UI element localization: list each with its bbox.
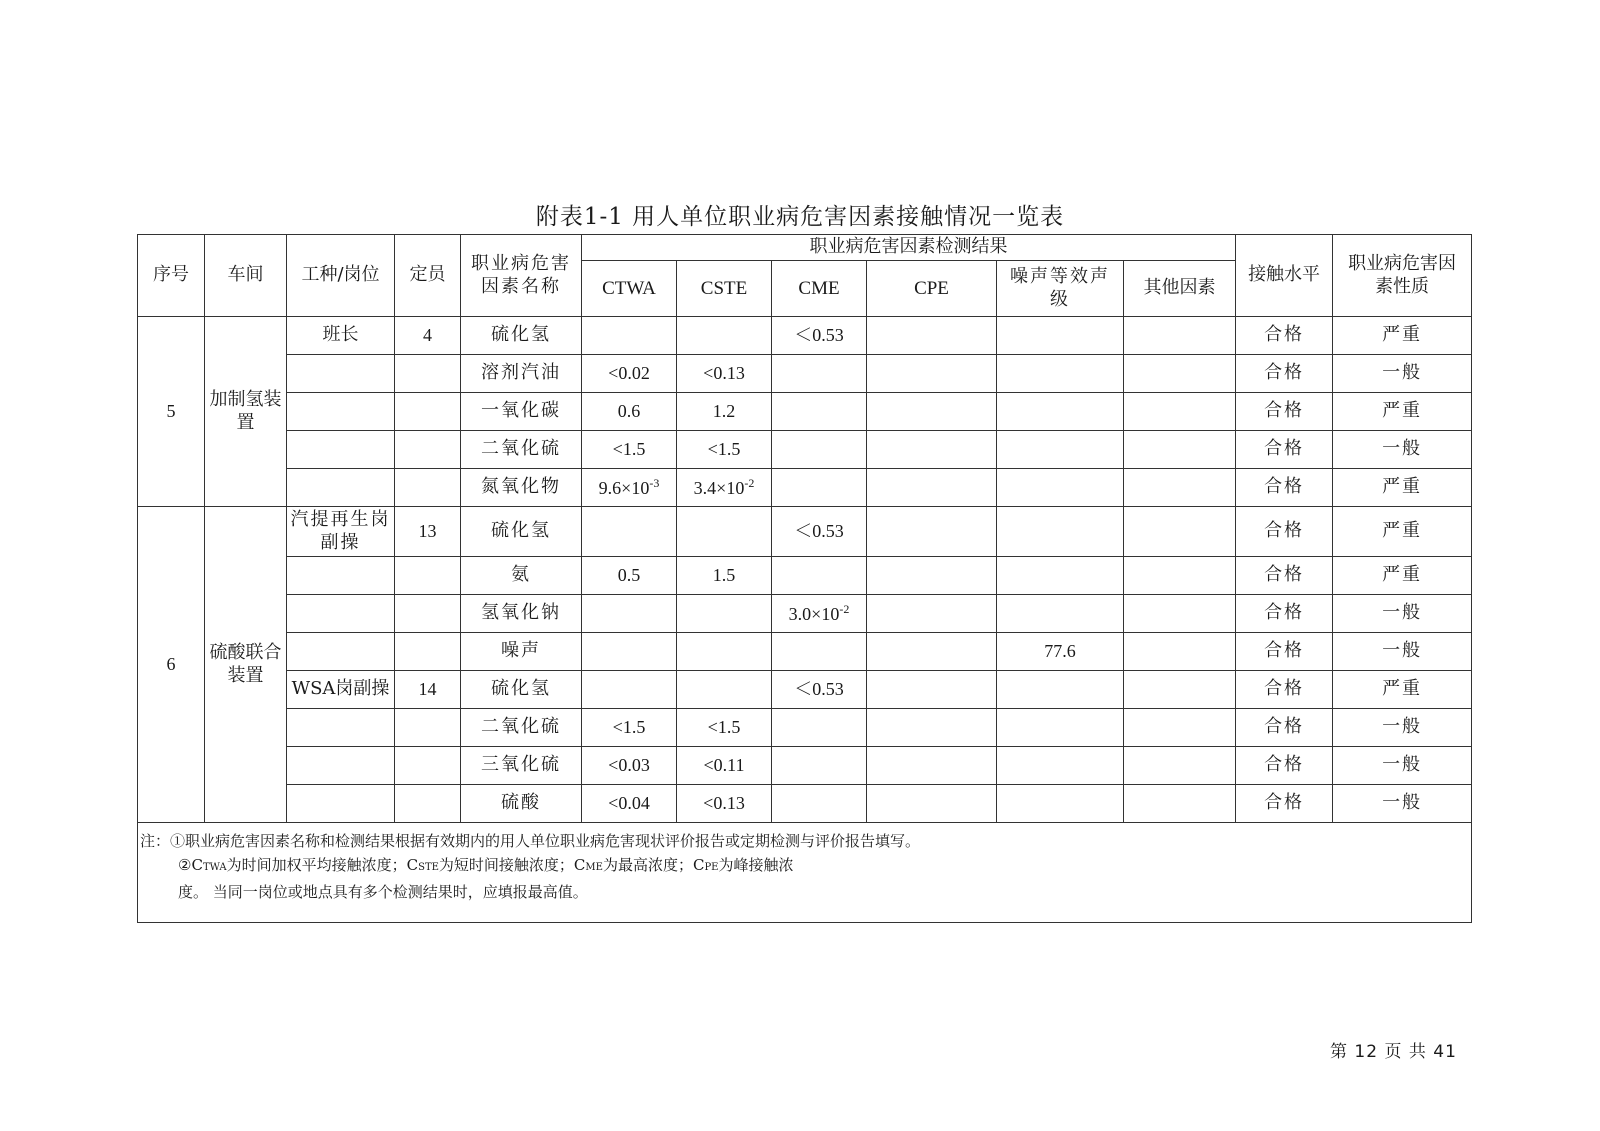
cell-ctwa: 0.6 <box>582 393 677 431</box>
cell-job <box>287 393 395 431</box>
cell-cste: 1.5 <box>677 557 772 595</box>
cell-noise <box>997 747 1124 785</box>
cell-job <box>287 557 395 595</box>
cell-noise <box>997 557 1124 595</box>
cell-ctwa <box>582 469 677 507</box>
cell-nature: 一般 <box>1333 709 1472 747</box>
cell-cste <box>677 469 772 507</box>
cell-cpe <box>867 709 997 747</box>
cell-cpe <box>867 507 997 557</box>
header-nature: 职业病危害因素性质 <box>1333 235 1472 317</box>
cell-ctwa: <1.5 <box>582 709 677 747</box>
header-exposure: 接触水平 <box>1236 235 1333 317</box>
header-seq: 序号 <box>138 235 205 317</box>
cell-staff <box>395 393 461 431</box>
cell-noise <box>997 469 1124 507</box>
cell-job: WSA岗副操 <box>287 671 395 709</box>
cell-cste: 1.2 <box>677 393 772 431</box>
cell-noise: 77.6 <box>997 633 1124 671</box>
cell-level: 合格 <box>1236 747 1333 785</box>
cell-noise <box>997 393 1124 431</box>
cell-nature: 严重 <box>1333 507 1472 557</box>
cell-hazard: 氨 <box>461 557 582 595</box>
cell-nature: 严重 <box>1333 393 1472 431</box>
cell-level: 合格 <box>1236 355 1333 393</box>
header-cpe: CPE <box>867 261 997 317</box>
cell-ctwa: <0.04 <box>582 785 677 823</box>
ctwa-exponent: -3 <box>649 475 660 490</box>
cell-other <box>1124 633 1236 671</box>
cell-level: 合格 <box>1236 671 1333 709</box>
cell-cpe <box>867 747 997 785</box>
cell-staff: 14 <box>395 671 461 709</box>
cell-cpe <box>867 469 997 507</box>
cell-cme <box>772 709 867 747</box>
cell-cste: <0.13 <box>677 355 772 393</box>
table-notes <box>138 823 1472 923</box>
cell-nature: 严重 <box>1333 557 1472 595</box>
cell-cste: <1.5 <box>677 709 772 747</box>
cell-level: 合格 <box>1236 557 1333 595</box>
header-ctwa: CTWA <box>582 261 677 317</box>
cell-cme <box>772 633 867 671</box>
cell-other <box>1124 355 1236 393</box>
cell-cpe <box>867 785 997 823</box>
cell-cste <box>677 317 772 355</box>
cell-job <box>287 355 395 393</box>
cell-cpe <box>867 355 997 393</box>
cell-ctwa <box>582 595 677 633</box>
cell-nature: 一般 <box>1333 595 1472 633</box>
group-workshop: 加制氢装置 <box>205 317 287 507</box>
cell-hazard: 溶剂汽油 <box>461 355 582 393</box>
cell-cpe <box>867 671 997 709</box>
cell-staff <box>395 785 461 823</box>
page-number: 第 12 页 共 41 <box>1330 1042 1457 1062</box>
cell-ctwa <box>582 507 677 557</box>
cell-ctwa <box>582 671 677 709</box>
cell-staff <box>395 709 461 747</box>
cell-noise <box>997 671 1124 709</box>
cste-exponent: -2 <box>744 475 755 490</box>
cell-cpe <box>867 595 997 633</box>
ctwa-base: 9.6×10 <box>598 477 650 498</box>
cell-cste <box>677 633 772 671</box>
cell-hazard: 硫化氢 <box>461 671 582 709</box>
cell-hazard: 噪声 <box>461 633 582 671</box>
cell-other <box>1124 393 1236 431</box>
cell-job <box>287 747 395 785</box>
cell-other <box>1124 469 1236 507</box>
cell-level: 合格 <box>1236 393 1333 431</box>
header-results-group: 职业病危害因素检测结果 <box>582 235 1236 261</box>
cell-level: 合格 <box>1236 507 1333 557</box>
cell-job: 汽提再生岗副操 <box>287 507 395 557</box>
cell-other <box>1124 671 1236 709</box>
cell-cpe <box>867 431 997 469</box>
cell-hazard: 氢氧化钠 <box>461 595 582 633</box>
cell-noise <box>997 431 1124 469</box>
cell-noise <box>997 709 1124 747</box>
cell-level: 合格 <box>1236 431 1333 469</box>
cell-other <box>1124 747 1236 785</box>
cell-other <box>1124 595 1236 633</box>
cell-cste: <0.13 <box>677 785 772 823</box>
cell-ctwa: <1.5 <box>582 431 677 469</box>
cell-job <box>287 431 395 469</box>
group-seq: 5 <box>138 317 205 507</box>
cell-cme <box>772 431 867 469</box>
cell-ctwa: <0.02 <box>582 355 677 393</box>
cell-cme <box>772 355 867 393</box>
cell-job: 班长 <box>287 317 395 355</box>
cell-staff <box>395 633 461 671</box>
cell-job <box>287 785 395 823</box>
cell-hazard: 二氧化硫 <box>461 709 582 747</box>
cell-nature: 一般 <box>1333 785 1472 823</box>
cell-noise <box>997 507 1124 557</box>
cell-ctwa: <0.03 <box>582 747 677 785</box>
cell-cme <box>772 557 867 595</box>
header-other: 其他因素 <box>1124 261 1236 317</box>
cell-cpe <box>867 393 997 431</box>
cell-level: 合格 <box>1236 595 1333 633</box>
cell-level: 合格 <box>1236 469 1333 507</box>
cell-nature: 一般 <box>1333 355 1472 393</box>
cell-cste <box>677 671 772 709</box>
cste-base: 3.4×10 <box>693 477 745 498</box>
cell-other <box>1124 507 1236 557</box>
cell-cme <box>772 785 867 823</box>
cell-ctwa <box>582 317 677 355</box>
cell-hazard: 硫化氢 <box>461 317 582 355</box>
cell-level: 合格 <box>1236 317 1333 355</box>
cell-hazard: 二氧化硫 <box>461 431 582 469</box>
cell-cste: <1.5 <box>677 431 772 469</box>
cell-cste <box>677 507 772 557</box>
note-line-2: ②CTWA为时间加权平均接触浓度；CSTE为短时间接触浓度；CME为最高浓度；CPE为峰接触浓 <box>178 856 794 874</box>
cell-cpe <box>867 557 997 595</box>
header-hazard-name: 职业病危害因素名称 <box>461 235 582 317</box>
cell-nature: 一般 <box>1333 431 1472 469</box>
cell-noise <box>997 785 1124 823</box>
header-cme: CME <box>772 261 867 317</box>
header-job: 工种/岗位 <box>287 235 395 317</box>
header-staff: 定员 <box>395 235 461 317</box>
cell-cpe <box>867 633 997 671</box>
header-cste: CSTE <box>677 261 772 317</box>
cell-job <box>287 633 395 671</box>
header-noise: 噪声等效声级 <box>997 261 1124 317</box>
cell-cpe <box>867 317 997 355</box>
cell-hazard: 氮氧化物 <box>461 469 582 507</box>
cell-cme <box>772 393 867 431</box>
cell-other <box>1124 785 1236 823</box>
cell-staff <box>395 747 461 785</box>
hazard-exposure-table <box>137 234 1472 923</box>
cell-ctwa <box>582 633 677 671</box>
cell-nature: 严重 <box>1333 671 1472 709</box>
cell-nature: 严重 <box>1333 469 1472 507</box>
cell-hazard: 一氧化碳 <box>461 393 582 431</box>
cell-job <box>287 709 395 747</box>
cell-other <box>1124 709 1236 747</box>
cell-ctwa: 0.5 <box>582 557 677 595</box>
cell-staff <box>395 469 461 507</box>
note-line-1: 注：①职业病危害因素名称和检测结果根据有效期内的用人单位职业病危害现状评价报告或定期检测与评价报告填写。 <box>140 832 921 850</box>
cell-hazard: 硫化氢 <box>461 507 582 557</box>
cell-nature: 一般 <box>1333 633 1472 671</box>
cell-staff: 13 <box>395 507 461 557</box>
cell-cme: ＜0.53 <box>772 507 867 557</box>
cell-job <box>287 469 395 507</box>
cell-staff: 4 <box>395 317 461 355</box>
cell-noise <box>997 355 1124 393</box>
cell-level: 合格 <box>1236 709 1333 747</box>
group-workshop: 硫酸联合装置 <box>205 507 287 823</box>
cell-staff <box>395 355 461 393</box>
cell-noise <box>997 595 1124 633</box>
cell-cme: ＜0.53 <box>772 671 867 709</box>
cell-cme <box>772 595 867 633</box>
cell-cme <box>772 747 867 785</box>
cell-hazard: 三氧化硫 <box>461 747 582 785</box>
cell-noise <box>997 317 1124 355</box>
cell-nature: 严重 <box>1333 317 1472 355</box>
cell-staff <box>395 431 461 469</box>
group-seq: 6 <box>138 507 205 823</box>
cell-cste: <0.11 <box>677 747 772 785</box>
cme-exponent: -2 <box>839 601 850 616</box>
cme-base: 3.0×10 <box>788 603 840 624</box>
cell-job <box>287 595 395 633</box>
cell-cme: ＜0.53 <box>772 317 867 355</box>
cell-cste <box>677 595 772 633</box>
header-workshop: 车间 <box>205 235 287 317</box>
cell-staff <box>395 595 461 633</box>
cell-other <box>1124 431 1236 469</box>
cell-cme <box>772 469 867 507</box>
cell-other <box>1124 557 1236 595</box>
note-line-3: 度。 当同一岗位或地点具有多个检测结果时，应填报最高值。 <box>178 883 588 901</box>
cell-other <box>1124 317 1236 355</box>
cell-level: 合格 <box>1236 633 1333 671</box>
table-title: 附表1-1 用人单位职业病危害因素接触情况一览表 <box>535 204 1065 230</box>
cell-level: 合格 <box>1236 785 1333 823</box>
cell-staff <box>395 557 461 595</box>
cell-hazard: 硫酸 <box>461 785 582 823</box>
cell-nature: 一般 <box>1333 747 1472 785</box>
